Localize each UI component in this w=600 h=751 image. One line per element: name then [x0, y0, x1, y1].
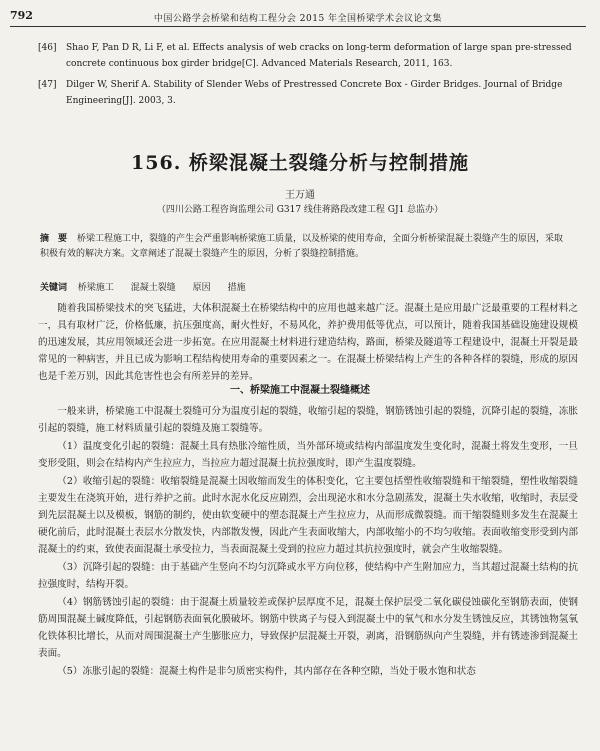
body-paragraph: （2）收缩引起的裂缝：收缩裂缝是混凝土因收缩而发生的体积变化，它主要包括塑性收缩裂缝和干缩裂缝，塑性收缩裂缝主要发生在浇筑开始，进行养护之前。此时水泥水化反应剧烈，会出现泌水和水分急剧蒸发，混凝土失水收缩，收缩时，表层受到先层混凝土以及模板，钢筋的制约，使由软变硬中的塑态混凝土产生拉应力，从而形成微裂缝。而干缩裂缝则多发生在混凝土硬化前后，此时混凝土表层水分散发快，内部散发慢，因此产生表面收缩大，内部收缩小的不均匀收缩。表面收缩变形受到内部混凝土的约束，致使表面混凝土承受拉力，当表面混凝土受到的拉应力超过其抗拉强度时，就会产生收缩裂缝。 — [38, 476, 578, 555]
reference-number: [47] — [38, 80, 57, 90]
body-paragraph: 随着我国桥梁技术的突飞猛进，大体积混凝土在桥梁结构中的应用也越来越广泛。混凝土是应用最广泛最重要的工程材料之一，具有取材广泛，价格低廉，抗压强度高，耐火性好，不易风化，养护费用低等优点，可以预计，随着我国基础设施建设规模的迅速发展，其应用领域还会进一步拓宽。在应用混凝土材料进行建造结构，路面，桥梁及隧道等工程建设中，混凝土开裂是最常见的一种病害，并且已成为影响工程结构使用寿命的重要因素之一。在混凝土桥梁结构上产生的各种各样的裂缝，形成的原因也是千差万别，因此其危害性也会有所差异的差异。 — [38, 303, 578, 382]
journal-title: 中国公路学会桥梁和结构工程分会 2015 年全国桥梁学术会议论文集 — [153, 14, 443, 24]
body-paragraph: （3）沉降引起的裂缝：由于基础产生竖向不均匀沉降或水平方向位移，使结构中产生附加应力，当其超过混凝土结构的抗拉强度时，结构开裂。 — [38, 562, 578, 590]
abstract — [40, 232, 566, 262]
abstract-text: 桥梁工程施工中，裂缝的产生会严重影响桥梁施工质量，以及桥梁的使用寿命，全面分析桥梁混凝土裂缝产生的原因，采取积极有效的解决方案。文章阐述了混凝土裂缝产生的原因，分析了裂缝控制措施。 — [40, 234, 564, 259]
paper-title: 156. 桥梁混凝土裂缝分析与控制措施 — [131, 152, 469, 174]
reference-item — [38, 40, 580, 72]
body-paragraph: （5）冻胀引起的裂缝：混凝土构件是非匀质密实构件，其内部存在各种空隙，当处于吸水饱和状态 — [57, 666, 476, 677]
keyword: 桥梁施工 — [77, 283, 114, 293]
reference-item — [38, 77, 580, 109]
running-header — [10, 6, 586, 27]
keyword: 原因 — [192, 283, 211, 293]
keyword: 混凝土裂缝 — [130, 283, 176, 293]
abstract-label: 摘 要 — [40, 234, 68, 244]
author-affiliation: （四川公路工程咨询监理公司 G317 线佳蒋路段改建工程 GJ1 总监办） — [156, 205, 444, 215]
section-body — [38, 403, 578, 681]
reference-text: Dilger W, Sherif A. Stability of Slender Webs of Prestressed Concrete Box - Girder Bridges. Journal of Bridge Engineering[J]. 2003, 3. — [66, 80, 563, 106]
page-number: 792 — [10, 9, 33, 22]
body-paragraph: 一般来讲，桥梁施工中混凝土裂缝可分为温度引起的裂缝，收缩引起的裂缝，钢筋锈蚀引起的裂缝，沉降引起的裂缝，冻胀引起的裂缝，施工材料质量引起的裂缝及施工裂缝等。 — [38, 406, 578, 434]
reference-text: Shao F, Pan D R, Li F, et al. Effects analysis of web cracks on long-term deformation of large span pre-stressed concrete continuous box girder bridge[C]. Advanced Materials Research, 2011, 163. — [66, 43, 572, 69]
body-paragraph: （1）温度变化引起的裂缝：混凝土具有热胀冷缩性质，当外部环境或结构内部温度发生变化时，混凝土将发生变形，一旦变形受阻，则会在结构内产生拉应力，当拉应力超过混凝土抗拉强度时，即产生温度裂缝。 — [38, 441, 578, 469]
introduction — [38, 300, 578, 386]
reference-number: [46] — [38, 43, 57, 53]
keywords-label: 关键词 — [40, 283, 68, 293]
keywords — [40, 280, 566, 293]
reference-list — [38, 40, 580, 114]
section-heading: 一、桥梁施工中混凝土裂缝概述 — [230, 385, 370, 396]
keyword: 措施 — [227, 283, 246, 293]
body-paragraph: （4）钢筋锈蚀引起的裂缝：由于混凝土质量较差或保护层厚度不足，混凝土保护层受二氧化碳侵蚀碳化至钢筋表面，使钢筋周围混凝土碱度降低，引起钢筋表面氧化膜破坏。钢筋中铁离子与侵入到混凝土中的氧气和水分发生锈蚀反应，其锈蚀物氢氧化铁体积比增长，从而对周围混凝土产生膨胀应力，导致保护层混凝土开裂，剥离，沿钢筋纵向产生裂缝，并有锈迹渗到混凝土表面。 — [38, 597, 578, 659]
author-name: 王万通 — [285, 190, 315, 201]
